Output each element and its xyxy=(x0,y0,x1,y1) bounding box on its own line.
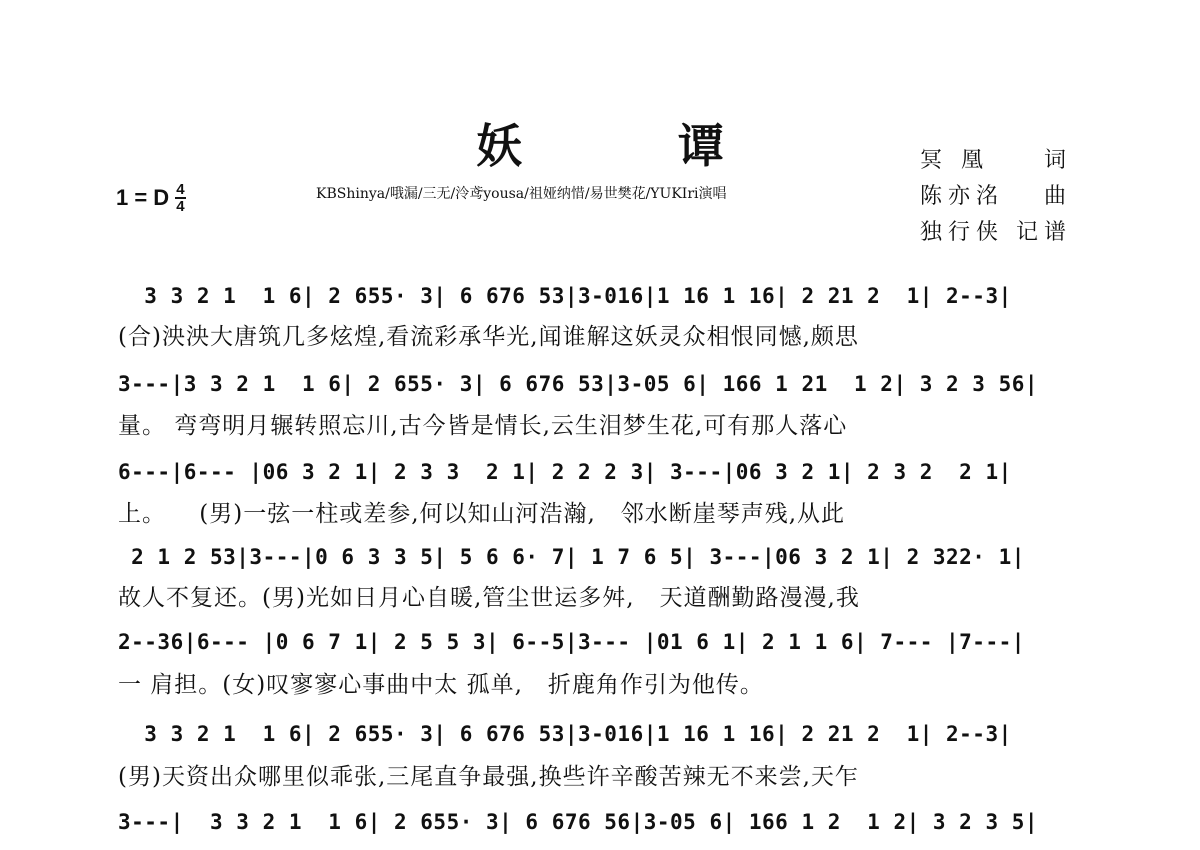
key-signature xyxy=(116,182,186,214)
credit-transcriber xyxy=(920,215,1072,251)
lyric-row: 上。 (男)一弦一柱或差参,何以知山河浩瀚, 邻水断崖琴声残,从此 xyxy=(118,501,846,527)
credit-composer xyxy=(920,179,1072,215)
notation-row: 3 3 2 1 1 6| 2 655· 3| 6 676 53|3-016|1 16 1 16| 2 21 2 1| 2--3| xyxy=(118,722,1012,746)
lyric-row: 故人不复还。(男)光如日月心自暖,管尘世运多舛, 天道酬勤路漫漫,我 xyxy=(118,585,860,611)
notation-row: 3---| 3 3 2 1 1 6| 2 655· 3| 6 676 56|3-05 6| 166 1 2 1 2| 3 2 3 5| xyxy=(118,810,1039,834)
credit-role: 曲 xyxy=(1043,184,1072,209)
credit-name: 独行侠 xyxy=(920,220,1005,245)
notation-row: 6---|6--- |06 3 2 1| 2 3 3 2 1| 2 2 2 3| 3---|06 3 2 1| 2 3 2 2 1| xyxy=(118,460,1012,484)
key-label: 1 = D xyxy=(116,185,170,210)
credit-lyricist xyxy=(920,143,1072,179)
time-signature-top: 4 xyxy=(176,181,185,198)
credit-name: 冥 凰 xyxy=(920,148,989,173)
time-signature xyxy=(175,182,185,214)
credits-block xyxy=(920,143,1072,251)
song-title: 妖 谭 xyxy=(475,119,794,173)
credit-role: 记谱 xyxy=(1015,220,1072,245)
lyric-row: (男)天资出众哪里似乖张,三尾直争最强,换些许辛酸苦辣无不来尝,天乍 xyxy=(118,764,859,790)
notation-row: 3---|3 3 2 1 1 6| 2 655· 3| 6 676 53|3-05 6| 166 1 21 1 2| 3 2 3 56| xyxy=(118,372,1039,396)
credit-name: 陈亦洺 xyxy=(920,184,1005,209)
time-signature-bottom: 4 xyxy=(176,198,185,215)
lyric-row: 量。 弯弯明月辗转照忘川,古今皆是情长,云生泪梦生花,可有那人落心 xyxy=(118,413,848,439)
credit-role: 词 xyxy=(1043,148,1072,173)
lyric-row: 一 肩担。(女)叹寥寥心事曲中太 孤单, 折鹿角作引为他传。 xyxy=(118,672,764,698)
lyric-row: (合)泱泱大唐筑几多炫煌,看流彩承华光,闻谁解这妖灵众相恨同憾,颇思 xyxy=(118,324,859,350)
performers-line: KBShinya/哦漏/三无/泠鸢yousa/祖娅纳惜/易世樊花/YUKIri演唱 xyxy=(316,186,727,202)
notation-row: 3 3 2 1 1 6| 2 655· 3| 6 676 53|3-016|1 16 1 16| 2 21 2 1| 2--3| xyxy=(118,284,1012,308)
notation-row: 2--36|6--- |0 6 7 1| 2 5 5 3| 6--5|3--- |01 6 1| 2 1 1 6| 7--- |7---| xyxy=(118,630,1025,654)
notation-row: 2 1 2 53|3---|0 6 3 3 5| 5 6 6· 7| 1 7 6 5| 3---|06 3 2 1| 2 322· 1| xyxy=(118,545,1025,569)
